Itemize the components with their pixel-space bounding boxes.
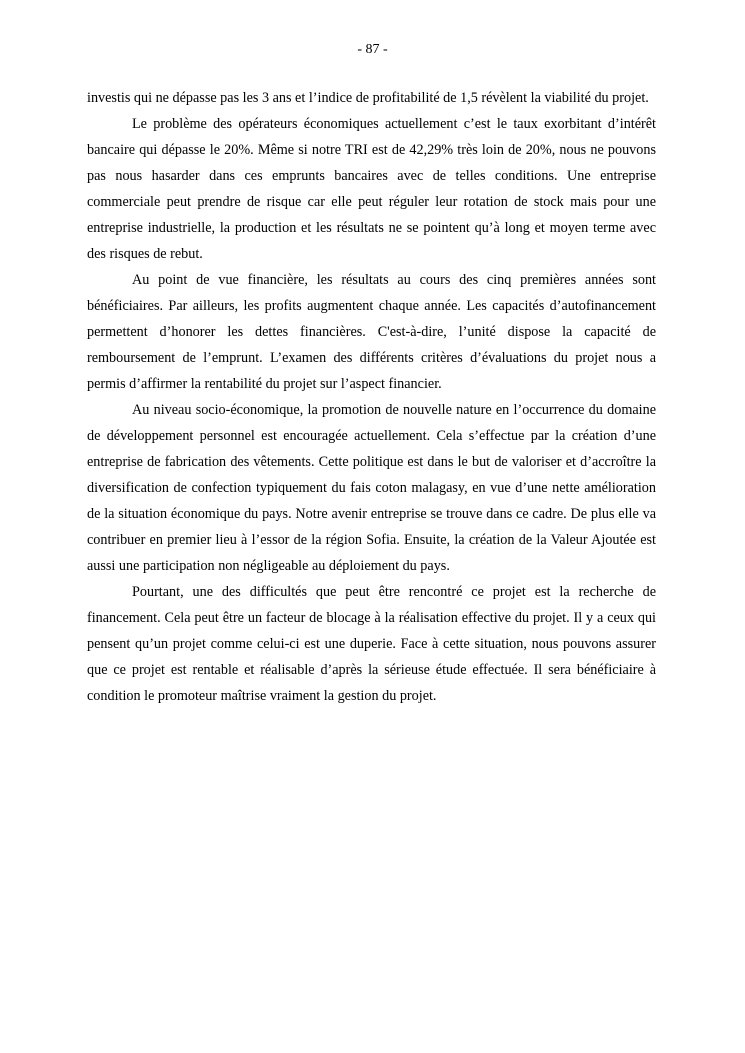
paragraph-financing-difficulties: Pourtant, une des difficultés que peut être rencontré ce projet est la recherche de financement. Cela peut être un facteur de blocage à la réalisation effective du projet. Il y a ceux qui pensent qu’un projet comme celui-ci est une duperie. Face à cette situation, nous pouvons assurer que ce projet est rentable et réalisable d’après la sérieuse étude effectuée. Il sera bénéficiaire à condition le promoteur maîtrise vraiment la gestion du projet. <box>87 584 656 704</box>
page-number: - 87 - <box>357 42 388 57</box>
paragraph-continuation: investis qui ne dépasse pas les 3 ans et l’indice de profitabilité de 1,5 révèlent la viabilité du projet. <box>87 90 649 106</box>
document-body <box>87 85 656 709</box>
paragraph-socio-economic: Au niveau socio-économique, la promotion de nouvelle nature en l’occurrence du domaine de développement personnel est encouragée actuellement. Cela s’effectue par la création d’une entreprise de fabrication des vêtements. Cette politique est dans le but de valoriser et d’accroître la diversification de confection typiquement du fais coton malagasy, en vue d’une nette amélioration de la situation économique du pays. Notre avenir entreprise se trouve dans ce cadre. De plus elle va contribuer en premier lieu à l’essor de la région Sofia. Ensuite, la création de la Valeur Ajoutée est aussi une participation non négligeable au déploiement du pays. <box>87 402 656 574</box>
paragraph-interest-rates: Le problème des opérateurs économiques actuellement c’est le taux exorbitant d’intérêt bancaire qui dépasse le 20%. Même si notre TRI est de 42,29% très loin de 20%, nous ne pouvons pas nous hasarder dans ces emprunts bancaires avec de telles conditions. Une entreprise commerciale peut prendre de risque car elle peut réguler leur rotation de stock mais pour une entreprise industrielle, la production et les résultats ne se pointent qu’à long et moyen terme avec des risques de rebut. <box>87 116 656 262</box>
paragraph-financial-viewpoint: Au point de vue financière, les résultats au cours des cinq premières années sont bénéficiaires. Par ailleurs, les profits augmentent chaque année. Les capacités d’autofinancement permettent d’honorer les dettes financières. C'est-à-dire, l’unité dispose la capacité de remboursement de l’emprunt. L’examen des différents critères d’évaluations du projet nous a permis d’affirmer la rentabilité du projet sur l’aspect financier. <box>87 272 656 392</box>
